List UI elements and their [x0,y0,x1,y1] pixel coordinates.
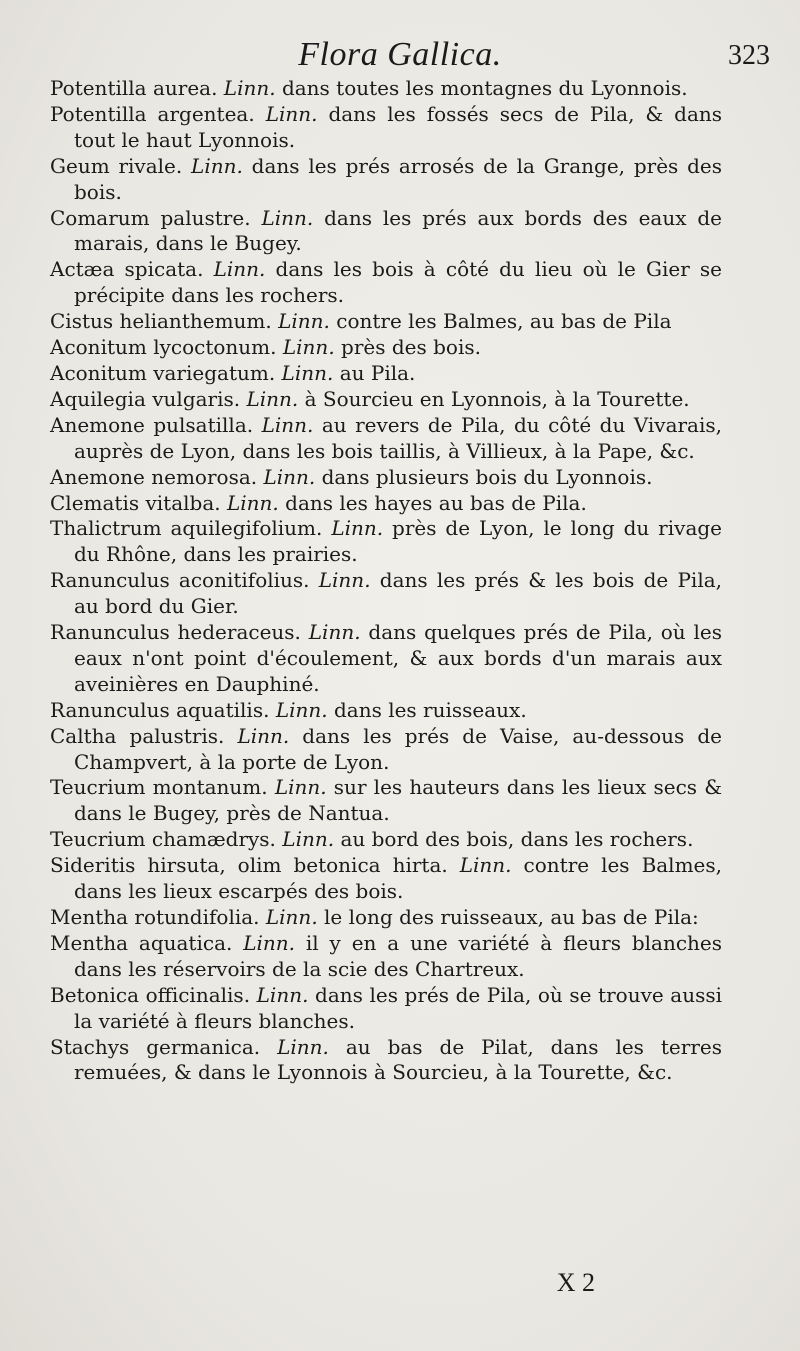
authority: Linn. [223,76,276,100]
authority: Linn. [256,982,309,1007]
species-name: Ranunculus aconitifolius. [50,568,310,593]
locality-text: au Pila. [339,360,416,385]
authority: Linn. [459,853,512,878]
locality-text: dans les prés de Pila, où se trouve aussi la variété à fleurs blanches. [74,982,723,1033]
locality-text: dans les bois à côté du lieu où le Gier se précipite dans les rochers. [74,257,723,308]
species-name: Ranunculus aquatilis. [50,697,270,722]
species-entry [50,905,722,931]
species-name: Teucrium chamædrys. [50,827,276,852]
authority: Linn. [275,697,328,722]
locality-text: dans plusieurs bois du Lyonnois. [321,464,653,489]
species-name: Aconitum variegatum. [50,360,276,385]
locality-text: dans les fossés secs de Pila, & dans tout le haut Lyonnois. [74,101,723,152]
species-entry [50,335,722,361]
species-entry [50,76,722,102]
species-name: Aconitum lycoctonum. [50,335,277,360]
species-name: Thalictrum aquilegifolium. [50,516,323,541]
locality-text: près de Lyon, le long du rivage du Rhône, dans les prairies. [74,516,723,567]
locality-text: il y en a une variété à fleurs blanches dans les réservoirs de la scie des Chartreux. [74,930,723,981]
locality-text: dans les prés arrosés de la Grange, près des bois. [74,153,723,204]
authority: Linn. [278,309,330,334]
species-list [50,76,722,1086]
locality-text: dans les prés de Vaise, au-dessous de Champvert, à la porte de Lyon. [74,723,722,774]
species-name: Potentilla aurea. [50,76,218,100]
locality-text: au bord des bois, dans les rochers. [340,827,694,852]
species-entry [50,1035,722,1087]
authority: Linn. [261,205,314,230]
locality-text: sur les hauteurs dans les lieux secs & dans le Bugey, près de Nantua. [74,775,723,826]
authority: Linn. [213,257,266,282]
species-entry [50,516,722,568]
species-entry [50,775,722,827]
species-name: Betonica officinalis. [50,982,251,1007]
locality-text: le long des ruisseaux, au bas de Pila: [324,905,699,929]
species-name: Clematis vitalba. [50,490,221,515]
species-name: Comarum palustre. [50,205,251,230]
species-name: Mentha aquatica. [50,930,233,955]
species-entry [50,309,722,335]
species-name: Caltha palustris. [50,723,225,748]
locality-text: contre les Balmes, au bas de Pila [336,309,672,334]
locality-text: à Sourcieu en Lyonnois, à la Tourette. [304,386,690,411]
authority: Linn. [308,620,361,645]
species-entry [50,387,722,413]
species-entry [50,853,722,905]
species-name: Teucrium montanum. [50,775,268,800]
locality-text: dans quelques prés de Pila, où les eaux n'ont point d'écoulement, & aux bords d'un marais aux aveinières en Dauphiné. [74,620,723,696]
species-name: Ranunculus hederaceus. [50,620,301,645]
authority: Linn. [265,101,318,126]
authority: Linn. [263,464,316,489]
authority: Linn. [318,568,371,593]
locality-text: contre les Balmes, dans les lieux escarpés des bois. [74,853,723,904]
authority: Linn. [226,490,279,515]
species-name: Stachys germanica. [50,1034,261,1059]
species-entry [50,827,722,853]
locality-text: dans les prés aux bords des eaux de marais, dans le Bugey. [74,205,723,256]
species-name: Aquilegia vulgaris. [50,386,241,411]
locality-text: dans les ruisseaux. [333,697,527,722]
authority: Linn. [282,335,335,360]
authority: Linn. [243,930,296,955]
locality-text: dans les hayes au bas de Pila. [285,490,587,515]
locality-text: dans les prés & les bois de Pila, au bord du Gier. [74,568,723,619]
species-entry [50,698,722,724]
signature-mark: X 2 [556,1268,595,1297]
species-entry [50,724,722,776]
page-number: 323 [728,40,770,71]
locality-text: au revers de Pila, du côté du Vivarais, auprès de Lyon, dans les bois taillis, à Villieux, à la Pape, &c. [74,412,722,463]
species-entry [50,568,722,620]
authority: Linn. [246,386,299,411]
authority: Linn. [237,723,290,748]
species-entry [50,620,722,698]
authority: Linn. [282,827,335,852]
locality-text: près des bois. [341,335,481,360]
species-name: Actæa spicata. [50,257,204,282]
species-entry [50,154,722,206]
species-entry [50,361,722,387]
page-header [0,28,800,78]
authority: Linn. [331,516,384,541]
species-name: Potentilla argentea. [50,101,255,126]
species-name: Anemone pulsatilla. [50,412,254,437]
locality-text: dans toutes les montagnes du Lyonnois. [281,76,688,100]
species-entry [50,465,722,491]
authority: Linn. [274,775,327,800]
species-entry [50,983,722,1035]
running-title: Flora Gallica. [298,36,502,73]
species-entry [50,206,722,258]
species-name: Anemone nemorosa. [50,464,258,489]
authority: Linn. [265,905,318,929]
species-name: Geum rivale. [50,153,183,178]
species-entry [50,491,722,517]
locality-text: au bas de Pilat, dans les terres remuées, & dans le Lyonnois à Sourcieu, à la Tourette, &c. [74,1034,722,1085]
species-entry [50,102,722,154]
species-name: Sideritis hirsuta, olim betonica hirta. [50,853,448,878]
authority: Linn. [191,153,243,178]
authority: Linn. [261,412,314,437]
species-entry [50,931,722,983]
authority: Linn. [281,360,334,385]
species-name: Cistus helianthemum. [50,309,272,334]
species-entry [50,257,722,309]
authority: Linn. [277,1034,329,1059]
species-entry [50,413,722,465]
species-name: Mentha rotundifolia. [50,905,260,929]
